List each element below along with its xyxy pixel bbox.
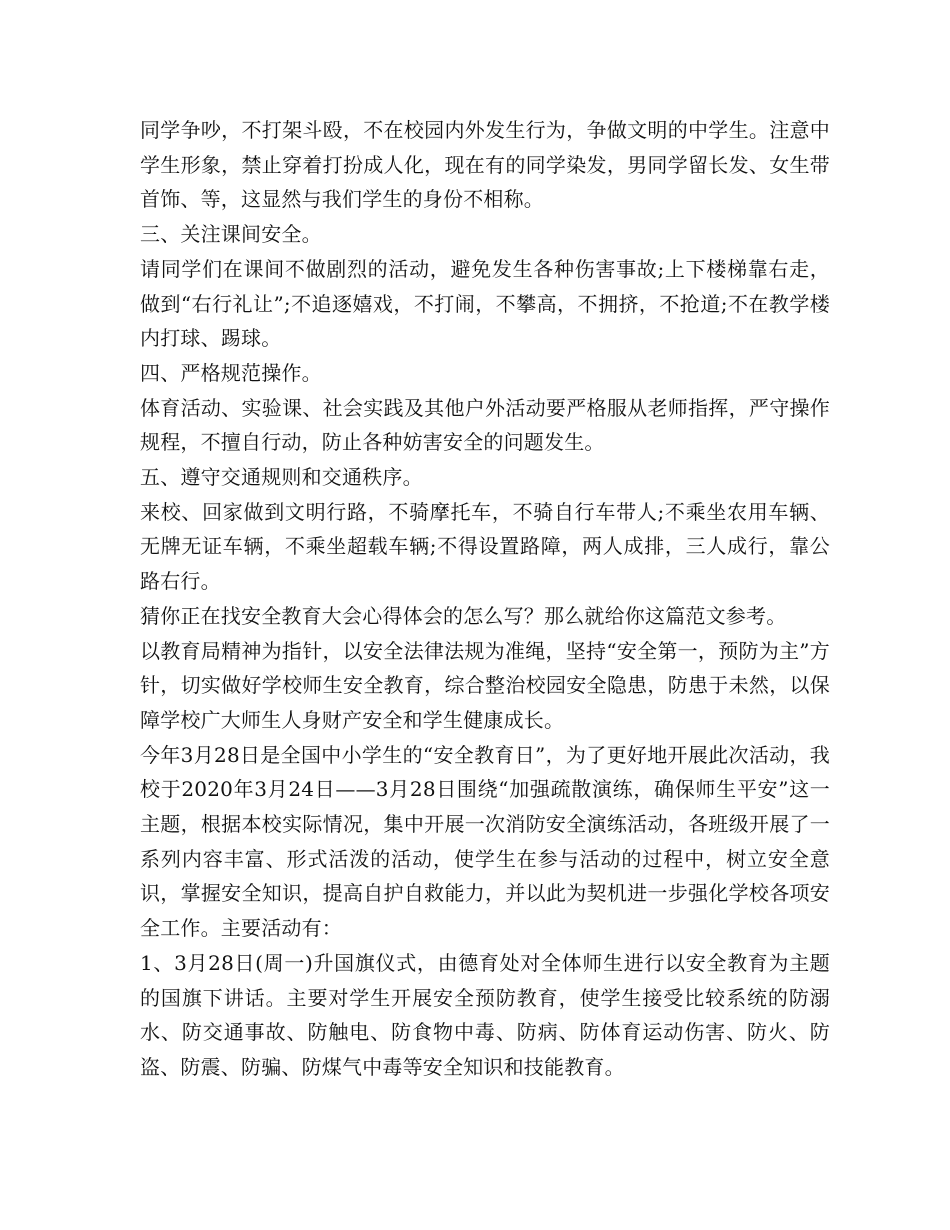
paragraph-traffic-rules: 来校、回家做到文明行路，不骑摩托车，不骑自行车带人;不乘坐农用车辆、无牌无证车辆，不乘坐超载车辆;不得设置路障，两人成排，三人成行，靠公路右行。 xyxy=(140,499,830,594)
paragraph-break-safety: 请同学们在课间不做剧烈的活动，避免发生各种伤害事故;上下楼梯靠右走，做到“右行礼让”;不追逐嬉戏，不打闹，不攀高，不拥挤，不抢道;不在教学楼内打球、踢球。 xyxy=(140,256,830,351)
heading-operation-rules: 四、严格规范操作。 xyxy=(140,360,322,385)
paragraph-conduct: 同学争吵，不打架斗殴，不在校园内外发生行为，争做文明的中学生。注意中学生形象，禁止穿着打扮成人化，现在有的同学染发，男同学留长发、女生带首饰、等，这显然与我们学生的身份不相称。 xyxy=(140,118,830,212)
paragraph-activity-1: 1、3月28日(周一)升国旗仪式，由德育处对全体师生进行以安全教育为主题的国旗下讲话。主要对学生开展安全预防教育，使学生接受比较系统的防溺水、防交通事故、防触电、防食物中毒、防病、防体育运动伤害、防火、防盗、防震、防骗、防煤气中毒等安全知识和技能教育。 xyxy=(140,950,830,1079)
document-body xyxy=(140,113,830,1085)
paragraph-intro-sample: 猜你正在找安全教育大会心得体会的怎么写？那么就给你这篇范文参考。 xyxy=(140,603,787,628)
paragraph-safety-day: 今年3月28日是全国中小学生的“安全教育日”，为了更好地开展此次活动，我校于2020年3月24日——3月28日围绕“加强疏散演练，确保师生平安”这一主题，根据本校实际情况，集中开展一次消防安全演练活动，各班级开展了一系列内容丰富、形式活泼的活动，使学生在参与活动的过程中，树立安全意识，掌握安全知识，提高自护自救能力，并以此为契机进一步强化学校各项安全工作。主要活动有： xyxy=(140,742,830,941)
heading-traffic-rules: 五、遵守交通规则和交通秩序。 xyxy=(140,465,423,490)
paragraph-guiding-principle: 以教育局精神为指针，以安全法律法规为准绳，坚持“安全第一，预防为主”方针，切实做好学校师生安全教育，综合整治校园安全隐患，防患于未然，以保障学校广大师生人身财产安全和学生健康成长。 xyxy=(140,638,830,732)
heading-break-safety: 三、关注课间安全。 xyxy=(140,222,322,247)
paragraph-operation-rules: 体育活动、实验课、社会实践及其他户外活动要严格服从老师指挥，严守操作规程，不擅自行动，防止各种妨害安全的问题发生。 xyxy=(140,395,830,455)
